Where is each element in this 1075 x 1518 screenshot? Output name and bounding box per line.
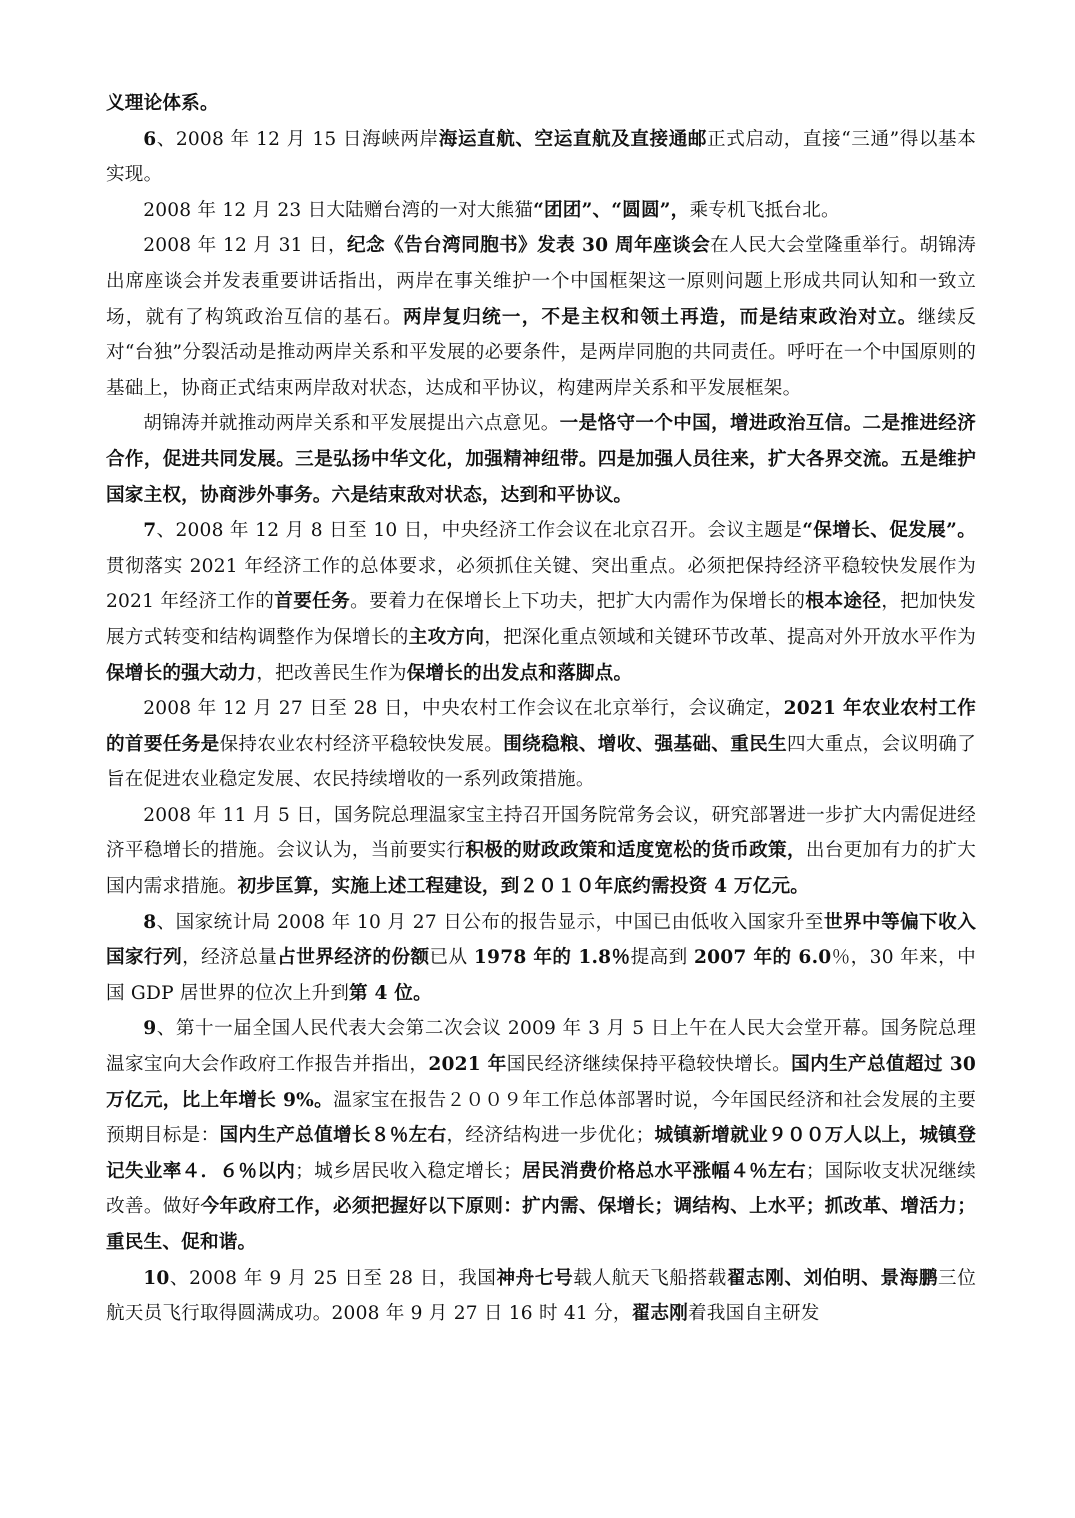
text-run: 温家宝在报告２００９年工作总体部署时说，今年国民经济和社会发展的主要预期目标是： (106, 1089, 976, 1147)
bold-text-run: 一是恪守一个中国，增进政治互信。二是推进经济合作，促进共同发展。 (106, 413, 977, 470)
text-run: 、国家统计局 2008 年 10 月 27 日公布的报告显示，中国已由低收入国家升至 (156, 911, 824, 933)
bold-text-run: 6 (143, 128, 157, 150)
bold-text-run: 今年政府工作，必须把握好以下原则：扩内需、保增长；调结构、上水平；抓改革、增活力；重民生、促和谐。 (106, 1196, 976, 1253)
bold-text-run: 2021 年 (428, 1054, 507, 1076)
bold-text-run: 保增长的出发点和落脚点。 (406, 662, 633, 684)
text-run: 提高到 (630, 947, 694, 969)
text-run: ；国际收支状况继续改善。做好 (106, 1160, 976, 1218)
bold-text-run: 神舟七号 (496, 1267, 574, 1289)
text-run: 2008 年 12 月 27 日至 28 日，中央农村工作会议在北京举行，会议确定， (143, 698, 784, 720)
bold-text-run: 9 (143, 1018, 157, 1040)
bold-text-run: 翟志刚 (631, 1303, 689, 1325)
bold-text-run: 海运直航、空运直航及直接通邮 (438, 128, 708, 150)
bold-text-run: 初步匡算，实施上述工程建设，到２０１０年底约需投资 4 万亿元。 (237, 876, 810, 898)
bold-text-run: 保增长的强大动力 (106, 662, 257, 684)
text-run: 已从 (429, 947, 474, 969)
text-run: ，把加快发展方式转变和结构调整作为保增长的 (106, 591, 976, 648)
text-run: 、2008 年 12 月 15 日海峡两岸 (156, 128, 439, 150)
bold-text-run: 7 (143, 520, 157, 542)
document-paragraph (106, 406, 976, 513)
text-run: 着我国自主研发 (688, 1303, 820, 1325)
document-paragraph (106, 905, 976, 1012)
text-run: 、第十一届全国人民代表大会第二次会议 2009 年 3 月 5 日上午在人民大会堂开幕。国务院总理温家宝向大会作政府工作报告并指出， (106, 1018, 976, 1076)
bold-text-run: 居民消费价格总水平涨幅４％左右 (522, 1160, 806, 1182)
text-run: 继续反对“台独”分裂活动是推动两岸关系和平发展的必要条件，是两岸同胞的共同责任。呼吁在一个中国原则的基础上，协商正式结束两岸敌对状态，达成和平协议，构建两岸关系和平发展框架。 (106, 306, 976, 399)
document-paragraph (106, 122, 976, 193)
bold-text-run: 占世界经济的份额 (277, 947, 430, 969)
bold-text-run: 国内生产总值超过 30 万亿元，比上年增长 9%。 (106, 1054, 976, 1111)
text-run: ；城乡居民收入稳定增长； (295, 1160, 523, 1182)
document-paragraph (106, 691, 976, 798)
document-paragraph (106, 1011, 976, 1260)
text-run: ，经济结构进一步优化； (446, 1125, 655, 1147)
bold-text-run: 2007 年的 6.0 (694, 947, 832, 969)
bold-text-run: 根本途径 (805, 591, 882, 613)
bold-text-run: 三是弘扬中华文化，加强精神纽带。四是加强人员往来，扩大各界交流。五是维护国家主权，协商涉外事务。六是结束敌对状态，达到和平协议。 (106, 448, 976, 506)
bold-text-run: “团团”、“圆圆”， (533, 199, 690, 221)
text-run: ％，30 年来，中国 GDP 居世界的位次上升到 (106, 947, 976, 1004)
text-run: ，把改善民生作为 (256, 662, 407, 684)
document-page (106, 86, 976, 1332)
text-run: 、2008 年 12 月 8 日至 10 日，中央经济工作会议在北京召开。会议主题是 (156, 520, 803, 542)
text-run: 四大重点，会议明确了旨在促进农业稳定发展、农民持续增收的一系列政策措施。 (106, 733, 976, 791)
bold-text-run: 纪念《告台湾同胞书》发表 30 周年座谈会 (347, 235, 711, 257)
bold-text-run: 国内生产总值增长８％左右 (219, 1125, 447, 1147)
bold-text-run: 8 (143, 911, 157, 933)
text-run: 2008 年 11 月 5 日，国务院总理温家宝主持召开国务院常务会议，研究部署进一步扩大内需促进经济平稳增长的措施。会议认为，当前要实行 (106, 804, 976, 862)
text-run: 2008 年 12 月 31 日， (143, 235, 348, 257)
text-run: 胡锦涛并就推动两岸关系和平发展提出六点意见。 (143, 413, 560, 435)
text-run: 贯彻落实 2021 年经济工作的总体要求，必须抓住关键、突出重点。必须把保持经济平稳较快发展作为 2021 年经济工作的 (106, 555, 976, 613)
bold-text-run: 1978 年的 1.8％ (473, 947, 631, 969)
text-run: 载人航天飞船搭载 (573, 1267, 727, 1289)
text-run: 在人民大会堂隆重举行。胡锦涛出席座谈会并发表重要讲话指出，两岸在事关维护一个中国框架这一原则问题上形成共同认知和一致立场，就有了构筑政治互信的基石。 (106, 235, 976, 328)
bold-text-run: 10 (143, 1267, 170, 1289)
bold-text-run: 义理论体系。 (106, 93, 219, 114)
text-run: 正式启动，直接“三通”得以基本实现。 (106, 128, 976, 186)
document-paragraph (106, 798, 976, 905)
bold-text-run: 城镇新增就业９００万人以上，城镇登记失业率４．６％以内 (106, 1125, 976, 1182)
bold-text-run: 首要任务 (274, 591, 351, 613)
document-paragraph (106, 86, 976, 122)
document-paragraph (106, 513, 976, 691)
text-run: 。要着力在保增长上下功夫，把扩大内需作为保增长的 (350, 591, 806, 613)
bold-text-run: 主攻方向 (408, 626, 485, 648)
text-run: 、2008 年 9 月 25 日至 28 日，我国 (169, 1267, 497, 1289)
text-run: ，把深化重点领域和关键环节改革、提高对外开放水平作为 (484, 626, 977, 648)
text-run: 出台更加有力的扩大国内需求措施。 (106, 840, 976, 898)
text-run: ，经济总量 (182, 947, 278, 969)
text-run: 三位航天员飞行取得圆满成功。2008 年 9 月 27 日 16 时 41 分， (106, 1267, 977, 1325)
document-paragraph (106, 228, 976, 406)
bold-text-run: 积极的财政政策和适度宽松的货币政策， (465, 840, 806, 862)
bold-text-run: 第 4 位。 (349, 982, 432, 1004)
text-run: 保持农业农村经济平稳较快发展。 (219, 733, 504, 755)
bold-text-run: “保增长、促发展”。 (802, 520, 977, 542)
bold-text-run: 世界中等偏下收入国家行列 (106, 911, 976, 969)
text-run: 国民经济继续保持平稳较快增长。 (506, 1054, 792, 1076)
document-paragraph (106, 193, 976, 229)
document-paragraph (106, 1261, 976, 1332)
bold-text-run: 两岸复归统一，不是主权和领土再造，而是结束政治对立。 (402, 306, 918, 328)
text-run: 2008 年 12 月 23 日大陆赠台湾的一对大熊猫 (143, 199, 534, 221)
bold-text-run: 2021 年农业农村工作的首要任务是 (106, 698, 977, 755)
text-run: 乘专机飞抵台北。 (689, 199, 840, 221)
bold-text-run: 翟志刚、刘伯明、景海鹏 (726, 1267, 939, 1289)
bold-text-run: 围绕稳粮、增收、强基础、重民生 (503, 733, 787, 755)
